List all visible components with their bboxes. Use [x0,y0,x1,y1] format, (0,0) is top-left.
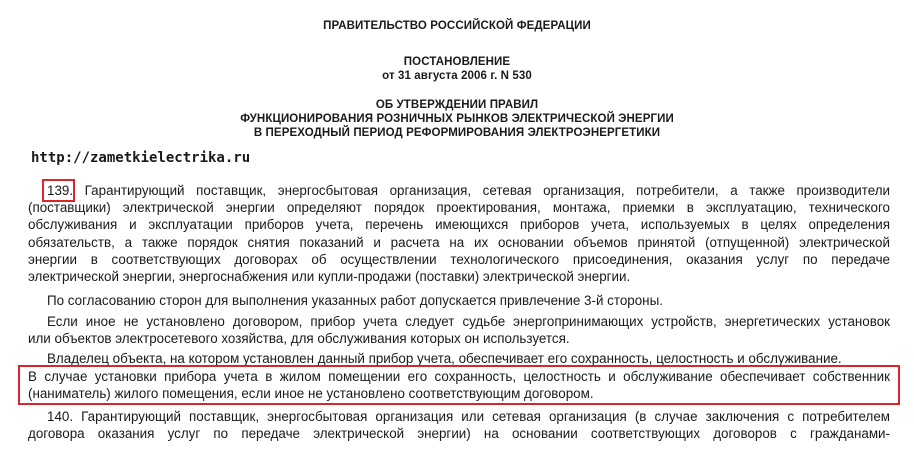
paragraph-line: (поставщики) электрической энергии определяют порядок проектирования, монтажа, приемки в эксплуатацию, технического [28,200,890,216]
paragraph-line: (наниматель) жилого помещения, если иное не установлено соответствующим договором. [28,386,594,402]
paragraph-device-fate [28,313,890,347]
paragraph-140 [28,408,890,442]
paragraph-line: обслуживания и эксплуатации приборов учета, перечень имеющихся приборов учета, используемых в целях определения [28,217,890,233]
title-line: ОБ УТВЕРЖДЕНИИ ПРАВИЛ [375,99,539,111]
decree-type: ПОСТАНОВЛЕНИЕ [403,56,511,68]
decree-title [0,98,914,140]
decree-date: от 31 августа 2006 г. N 530 [382,70,532,82]
paragraph-line: обязательств, а также порядок снятия показаний и расчета на их основании объемов принятой (отпущенной) электрической [28,234,890,250]
paragraph-line: 140. Гарантирующий поставщик, энергосбытовая организация или сетевая организация (в случае заключения с потребителем [47,409,890,424]
decree-heading [0,55,914,83]
paragraph-139 [28,182,890,285]
paragraph-number: 139. [47,183,74,198]
paragraph-line: В случае установки прибора учета в жилом помещении его сохранность, целостность и обслуживание обеспечивает собственник [28,369,890,384]
title-line: В ПЕРЕХОДНЫЙ ПЕРИОД РЕФОРМИРОВАНИЯ ЭЛЕКТРОЭНЕРГЕТИКИ [253,127,661,139]
paragraph-line: электрической энергии, энергоснабжения или купли-продажи (поставки) электрической энергии. [28,269,631,285]
title-line: ФУНКЦИОНИРОВАНИЯ РОЗНИЧНЫХ РЫНКОВ ЭЛЕКТРИЧЕСКОЙ ЭНЕРГИИ [240,113,674,125]
watermark-url: http://zametkielectrika.ru [31,150,251,166]
paragraph-line: По согласованию сторон для выполнения указанных работ допускается привлечение 3-й стороны. [47,293,663,308]
paragraph-line: Владелец объекта, на котором установлен данный прибор учета, обеспечивает его сохранность, целостность и обслуживание. [47,351,842,366]
number-highlight-box [42,179,75,202]
paragraph-line: энергии в соответствующих договорах об осуществлении технологического присоединения, оказания услуг по передаче [28,251,890,267]
residential-highlight-box [18,365,900,405]
paragraph-line: или объектов электросетевого хозяйства, для обслуживания которых он используется. [28,331,570,347]
government-heading [0,19,914,33]
paragraph-line: Гарантирующий поставщик, энергосбытовая организация, сетевая организация, потребители, а также производители [84,183,890,198]
paragraph-line: Если иное не установлено договором, прибор учета следует судьбе энергопринимающих устройств, энергетических установок [47,314,890,329]
paragraph-third-party [28,292,909,309]
paragraph-line: договора оказания услуг по передаче электрической энергии) на основании соответствующих договоров с гражданами- [28,426,890,442]
government-name: ПРАВИТЕЛЬСТВО РОССИЙСКОЙ ФЕДЕРАЦИИ [323,20,591,32]
